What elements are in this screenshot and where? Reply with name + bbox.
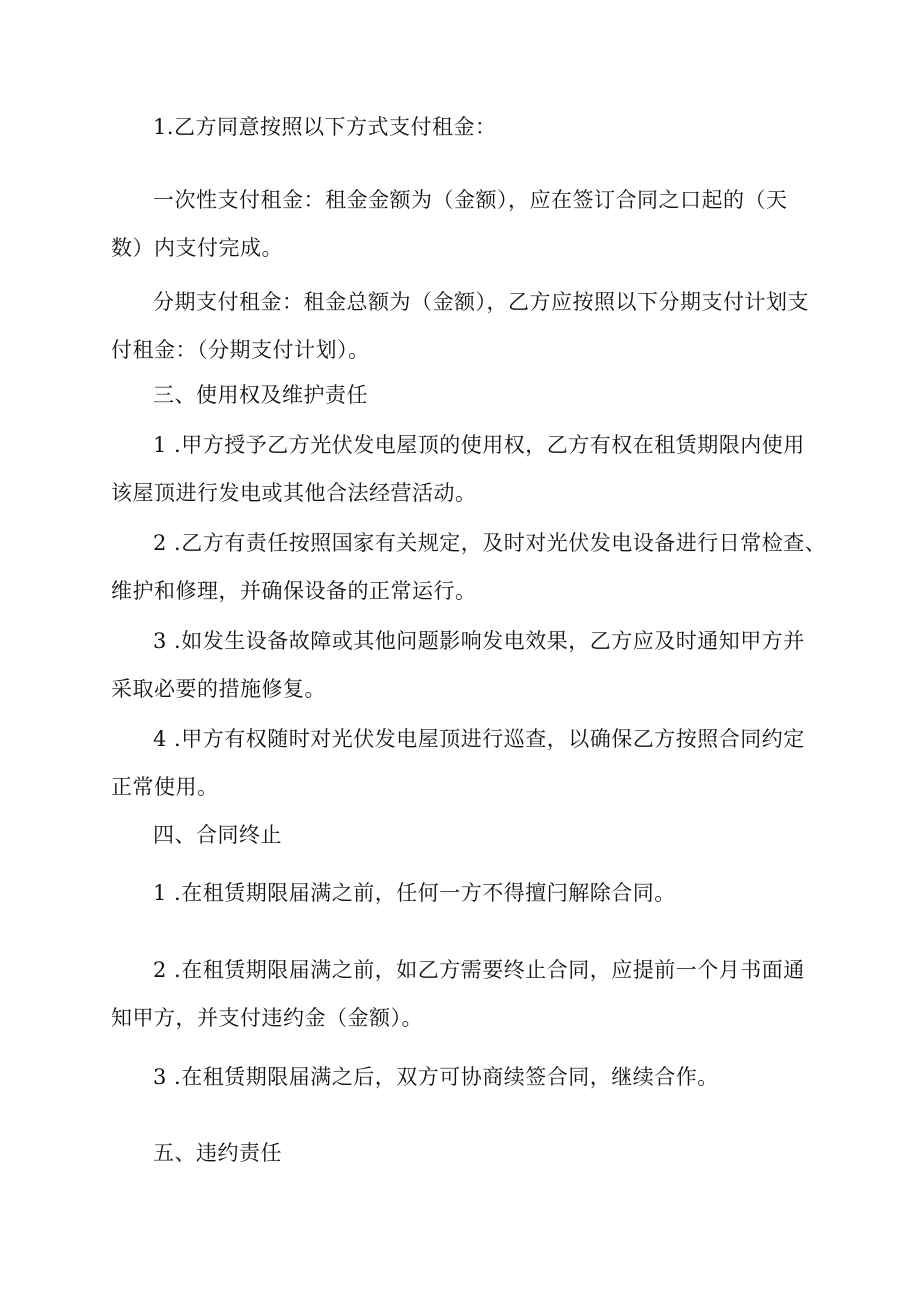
line-3-1-b: 该屋顶进行发电或其他合法经营活动。 bbox=[111, 481, 477, 505]
line-4-3: 3 .在租赁期限届满之后，双方可协商续签合同，继续合作。 bbox=[153, 1065, 719, 1089]
line-4-1: 1 .在租赁期限届满之前，任何一方不得擅闩解除合同。 bbox=[153, 881, 676, 905]
line-3-3-a: 3 .如发生设备故障或其他问题影响发电效果，乙方应及时通知甲方并 bbox=[153, 629, 805, 653]
line-lump-sum-1: 一次性支付租金：租金金额为（金额），应在签订合同之口起的（天 bbox=[153, 188, 788, 212]
line-lump-sum-2: 数）内支付完成。 bbox=[111, 236, 283, 260]
line-installment-1: 分期支付租金：租金总额为（金额），乙方应按照以下分期支付计划支 bbox=[153, 290, 809, 314]
line-clause-1: 1.乙方同意按照以下方式支付租金： bbox=[153, 115, 497, 139]
line-4-2-b: 知甲方，并支付违约金（金额）。 bbox=[111, 1006, 423, 1030]
line-3-1-a: 1 .甲方授予乙方光伏发电屋顶的使用权，乙方有权在租赁期限内使用 bbox=[153, 433, 805, 457]
section-heading-5: 五、违约责任 bbox=[153, 1141, 282, 1165]
line-3-3-b: 采取必要的措施修复。 bbox=[111, 677, 326, 701]
line-3-2-b: 维护和修理，并确保设备的正常运行。 bbox=[111, 579, 477, 603]
line-3-4-b: 正常使用。 bbox=[111, 775, 219, 799]
line-3-2-a: 2 .乙方有责任按照国家有关规定，及时对光伏发电设备进行日常检查、 bbox=[153, 531, 827, 555]
line-4-2-a: 2 .在租赁期限届满之前，如乙方需要终止合同，应提前一个月书面通 bbox=[153, 958, 805, 982]
line-3-4-a: 4 .甲方有权随时对光伏发电屋顶进行巡查，以确保乙方按照合同约定 bbox=[153, 727, 805, 751]
line-installment-2: 付租金：（分期支付计划）。 bbox=[111, 338, 370, 362]
section-heading-3: 三、使用权及维护责任 bbox=[153, 383, 368, 407]
section-heading-4: 四、合同终止 bbox=[153, 823, 282, 847]
